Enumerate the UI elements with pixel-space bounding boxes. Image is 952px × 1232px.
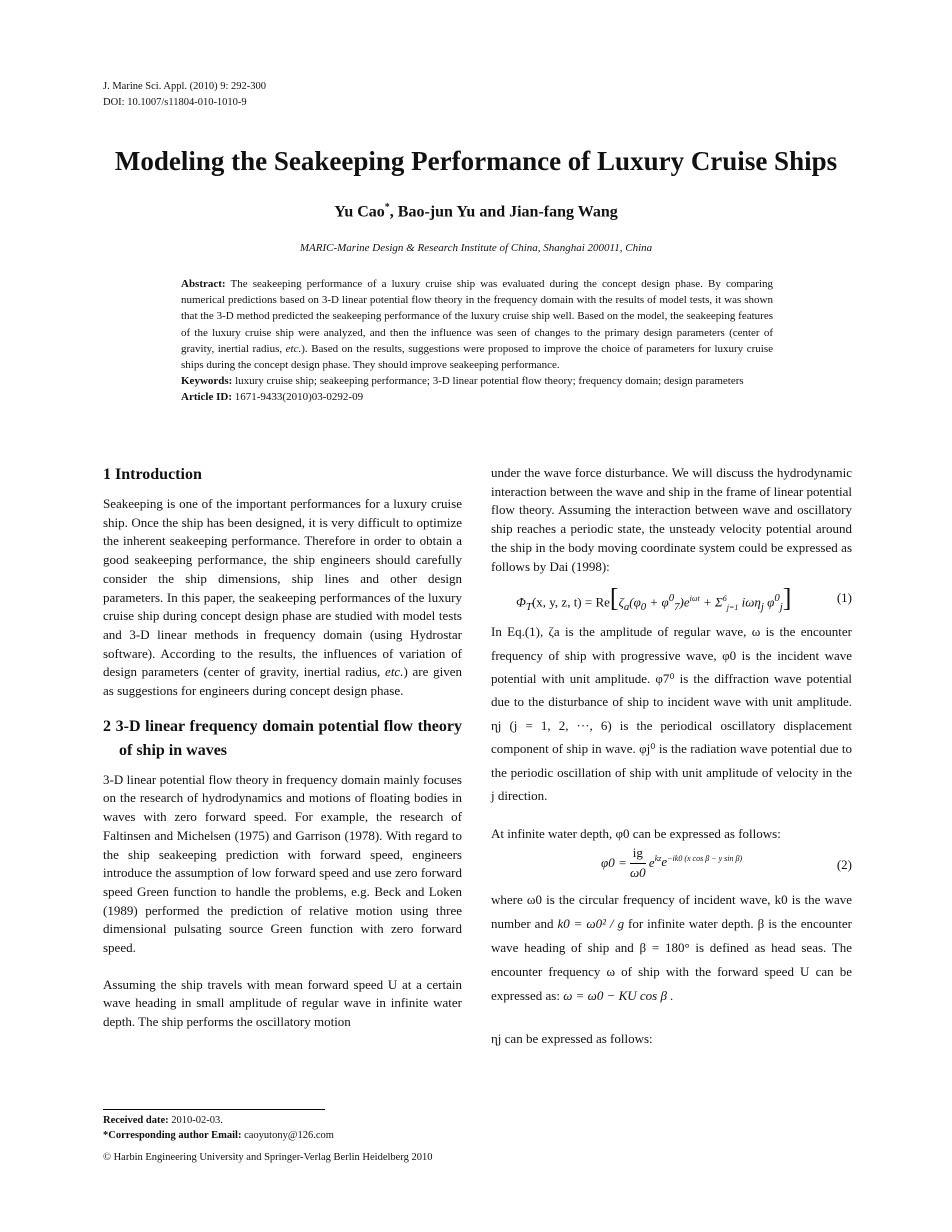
eq2-e3: −ik0 (x cos β − y sin β) (667, 854, 743, 864)
other-authors: , Bao-jun Yu and Jian-fang Wang (389, 203, 618, 221)
eq2-e1: kz (654, 854, 662, 864)
journal-citation: J. Marine Sci. Appl. (2010) 9: 292-300 (103, 81, 267, 92)
eq2-lhs: φ0 = (601, 855, 627, 871)
received-date (103, 1115, 223, 1126)
authors (0, 202, 952, 221)
author-email-label: *Corresponding author Email: (103, 1130, 242, 1141)
right-paragraph-1: under the wave force disturbance. We will discuss the hydrodynamic interaction between the wave and ship in the frame of linear potential flow theory. Assuming the interaction between wave and oscillatory ship reaches a periodic state, the unsteady velocity potential around the ship in the body moving coordinate system could be expressed as follows by Dai (1998): (491, 465, 852, 574)
equation-1: $\Phi_T(x$, y, z, $t) = Re[\zeta_a(\varphi_0 + \varphi^0_7)e^{i\omega t} + \Sigma^6_{j=1}$ iωη$_j$ $\varphi^0_j$] (1) (491, 576, 852, 620)
abstract-etc: etc. (285, 342, 302, 355)
abstract-label: Abstract: (181, 278, 226, 290)
keywords: luxury cruise ship; seakeeping performance; 3-D linear potential flow theory; frequency domain; design parameters (232, 375, 744, 388)
p4-text-2: for infinite water depth. β is the encounter wave heading of ship and β = 180° is defined as head seas. The encounter frequency ω of ship with the forward speed U can be expressed as: (491, 916, 853, 1004)
eq1-tail: iωη (738, 594, 761, 610)
eq1-plus: + φ (646, 594, 669, 610)
intro-paragraph (103, 495, 462, 701)
keywords-label: Keywords: (181, 375, 233, 388)
article-id: 1671-9433(2010)03-0292-09 (232, 391, 364, 404)
eq1-m0: 0 (640, 601, 647, 614)
right-column (491, 464, 852, 1049)
eq2-number: (2) (836, 857, 852, 873)
paper-title: Modeling the Seakeeping Performance of Luxury Cruise Ships (114, 146, 838, 176)
author-email-link[interactable]: caoyutony@126.com (241, 1130, 334, 1141)
intro-text-2: ) are given as suggestions for engineers during concept design phase. (103, 664, 462, 699)
corresponding-mark: * (384, 202, 390, 213)
eq1-close: )e (679, 594, 690, 610)
eq1-sum: + Σ (699, 594, 723, 610)
eq1-phi: φ (763, 594, 775, 610)
abstract-text: The seakeeping performance of a luxury cruise ship was evaluated during the concept design phase. By comparing numerical predictions based on 3-D linear potential flow theory in the frequency domain with the results of model tests, it was shown that the 3-D method predicted the seakeeping performance of the luxury cruise ship well. Based on the model, the seakeeping features of the luxury cruise ship were analyzed, and then the influence was seen of changes to the primary design parameters (center of gravity, inertial radius, (181, 278, 773, 355)
intro-etc: etc. (385, 664, 404, 680)
eq2-numerator: ig (630, 844, 646, 864)
eq1-sum-bot: j=1 (726, 603, 739, 613)
doi: DOI: 10.1007/s11804-010-1010-9 (103, 97, 247, 108)
eq1-psub: j (779, 601, 783, 614)
left-column (103, 463, 462, 1032)
eq1-number: (1) (836, 590, 852, 606)
p4-text: where ω0 is the circular frequency of incident wave, k0 is the wave number and (491, 892, 852, 932)
eq2-e2: e (661, 854, 668, 870)
corresponding-author (103, 1130, 334, 1141)
section-1-heading: 1 Introduction (103, 466, 202, 483)
eq1-sub7: 7 (674, 601, 680, 614)
abstract-text-2: ). Based on the results, suggestions were proposed to improve the choice of parameters for luxury cruise ships during the concept design phase. They should improve seakeeping performance. (181, 342, 773, 372)
eq1-args: (x, y, z, t) = Re (531, 594, 610, 610)
right-paragraph-2: In Eq.(1), ζa is the amplitude of regular wave, ω is the encounter frequency of ship with progressive wave, φ0 is the incident wave potential with unit amplitude. φ7⁰ is the diffraction wave potential due to the disturbance of ship to incident wave with unit amplitude. ηj (j = 1, 2, ···, 6) is the periodical oscillatory displacement component of ship in wave. φj⁰ is the radiation wave potential due to the periodic oscillation of ship with unit amplitude of velocity in the j direction. (491, 624, 852, 804)
right-paragraph-5: ηj can be expressed as follows: (491, 1031, 653, 1047)
eq1-tj: j (760, 601, 764, 614)
copyright: © Harbin Engineering University and Springer-Verlag Berlin Heidelberg 2010 (103, 1152, 433, 1163)
k0-equation: k0 = ω0² / g (557, 916, 625, 932)
right-paragraph-4 (491, 888, 852, 1008)
affiliation: MARIC-Marine Design & Research Institute of China, Shanghai 200011, China (299, 242, 653, 254)
journal-header (103, 79, 266, 111)
author-1: Yu Cao (334, 203, 385, 221)
footnote-rule (103, 1109, 325, 1110)
sec2-paragraph-1: 3-D linear potential flow theory in frequency domain mainly focuses on the research of hydrodynamics and motions of floating bodies in waves with zero forward speed. For example, the research of Faltinsen and Michelsen (1975) and Garrison (1978). With regard to the ship seakeeping prediction with forward speed, engineers introduce the assumption of low forward speed and use zero forward speed Green function to handle the problems, e.g. Beck and Loken (1989) performed the prediction of relative motion using three dimensional pulsating source Green function with zero forward speed. (103, 771, 462, 956)
eq1-sup: 0 (668, 592, 675, 605)
eq2-denominator: ω0 (629, 864, 646, 880)
section-2-heading: 2 3-D linear frequency domain potential flow theory of ship in waves (103, 717, 462, 759)
eq1-mid: (φ (629, 594, 641, 610)
received-label: Received date: (103, 1115, 169, 1126)
equation-2 (491, 844, 852, 888)
eq1-zeta: ζ (618, 594, 624, 610)
sec2-paragraph-2: Assuming the ship travels with mean forward speed U at a certain wave heading in small amplitude of regular wave in infinite water depth. The ship performs the oscillatory motion (103, 976, 462, 1030)
received-value: 2010-02-03. (168, 1115, 223, 1126)
right-paragraph-3: At infinite water depth, φ0 can be expressed as follows: (491, 826, 781, 842)
eq1-exp: iωt (689, 594, 700, 604)
eq1-lhs: Φ (516, 594, 526, 610)
eq1-sub: T (525, 601, 532, 614)
eq1-psup: 0 (774, 592, 780, 605)
omega-equation: ω = ω0 − KU cos β . (563, 988, 674, 1004)
eq2-e: e (648, 855, 655, 871)
abstract (181, 276, 773, 406)
eq1-zeta-sub: a (623, 601, 630, 614)
article-id-label: Article ID: (181, 391, 233, 404)
eq1-sum-top: 6 (722, 594, 727, 604)
intro-text: Seakeeping is one of the important performances for a luxury cruise ship. Once the ship has been designed, it is very difficult to optimize the inherent seakeeping performance. Therefore in order to obtain a good seakeeping performance, the ship engineers should carefully consider the ship dimensions, ship lines and other design parameters. In this paper, the seakeeping performances of the luxury cruise ship during concept design phase are studied with model tests and 3-D linear methods in frequency domain (using Hydrostar software). According to the results, the influences of variation of design parameters (center of gravity, inertial radius, (103, 496, 462, 680)
